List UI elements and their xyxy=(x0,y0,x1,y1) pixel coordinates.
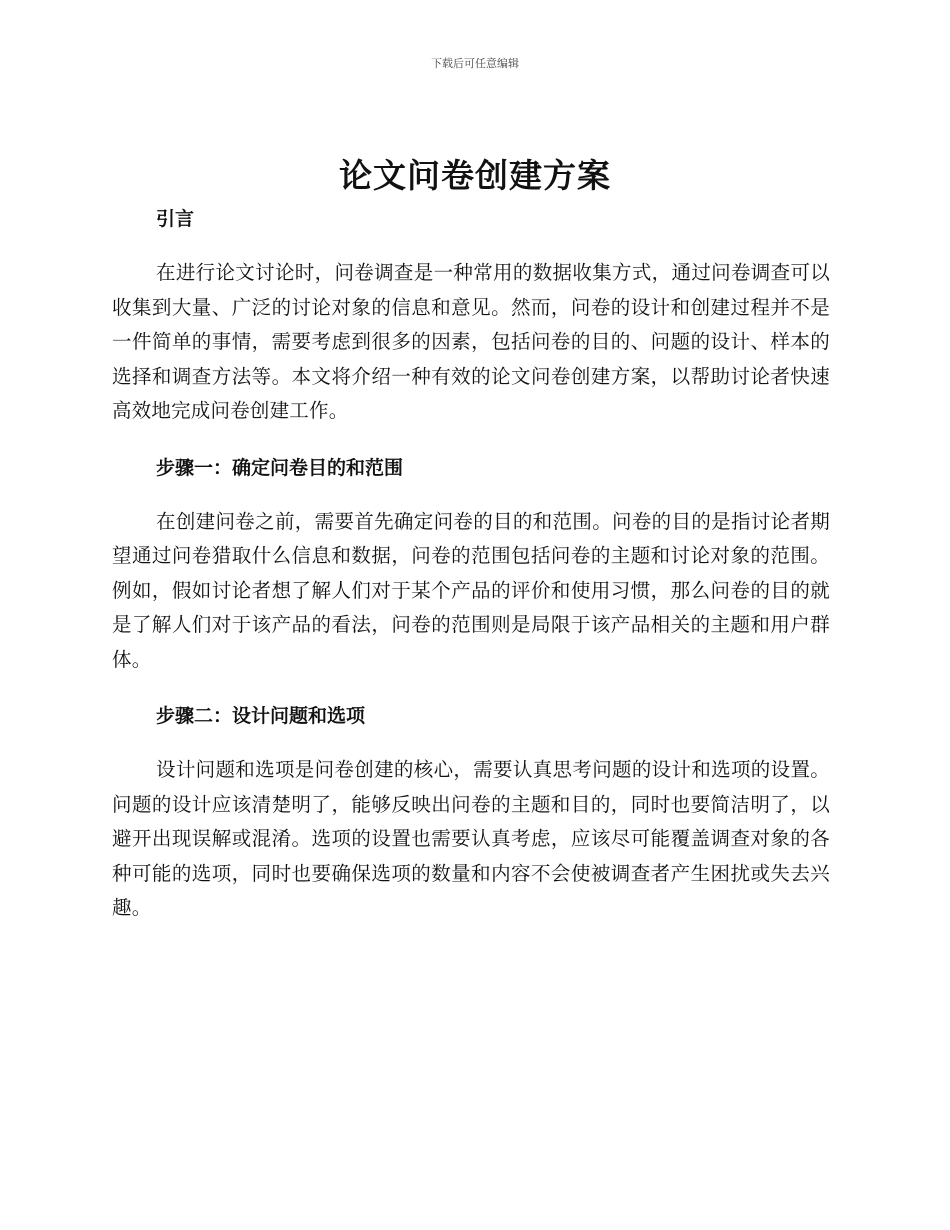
section-heading-step-two: 步骤二：设计问题和选项 xyxy=(156,705,366,727)
page-header-note: 下载后可任意编辑 xyxy=(431,57,519,70)
section-heading-step-one: 步骤一：确定问卷目的和范围 xyxy=(156,456,404,479)
document-body xyxy=(112,202,830,926)
section-heading-introduction: 引言 xyxy=(156,208,195,230)
section-paragraph-introduction: 在进行论文讨论时，问卷调查是一种常用的数据收集方式，通过问卷调查可以收集到大量、广泛的讨论对象的信息和意见。然而，问卷的设计和创建过程并不是一件简单的事情，需要考虑到很多的因素，包括问卷的目的、问题的设计、样本的选择和调查方法等。本文将介绍一种有效的论文问卷创建方案，以帮助讨论者快速高效地完成问卷创建工作。 xyxy=(112,261,830,422)
document-title: 论文问卷创建方案 xyxy=(339,156,611,195)
section-paragraph-step-one: 在创建问卷之前，需要首先确定问卷的目的和范围。问卷的目的是指讨论者期望通过问卷猎取什么信息和数据，问卷的范围包括问卷的主题和讨论对象的范围。例如，假如讨论者想了解人们对于某个产品的评价和使用习惯，那么问卷的目的就是了解人们对于该产品的看法，问卷的范围则是局限于该产品相关的主题和用户群体。 xyxy=(112,509,830,671)
section-paragraph-step-two: 设计问题和选项是问卷创建的核心，需要认真思考问题的设计和选项的设置。问题的设计应该清楚明了，能够反映出问卷的主题和目的，同时也要简洁明了，以避开出现误解或混淆。选项的设置也需要认真考虑，应该尽可能覆盖调查对象的各种可能的选项，同时也要确保选项的数量和内容不会使被调查者产生困扰或失去兴趣。 xyxy=(112,758,830,919)
